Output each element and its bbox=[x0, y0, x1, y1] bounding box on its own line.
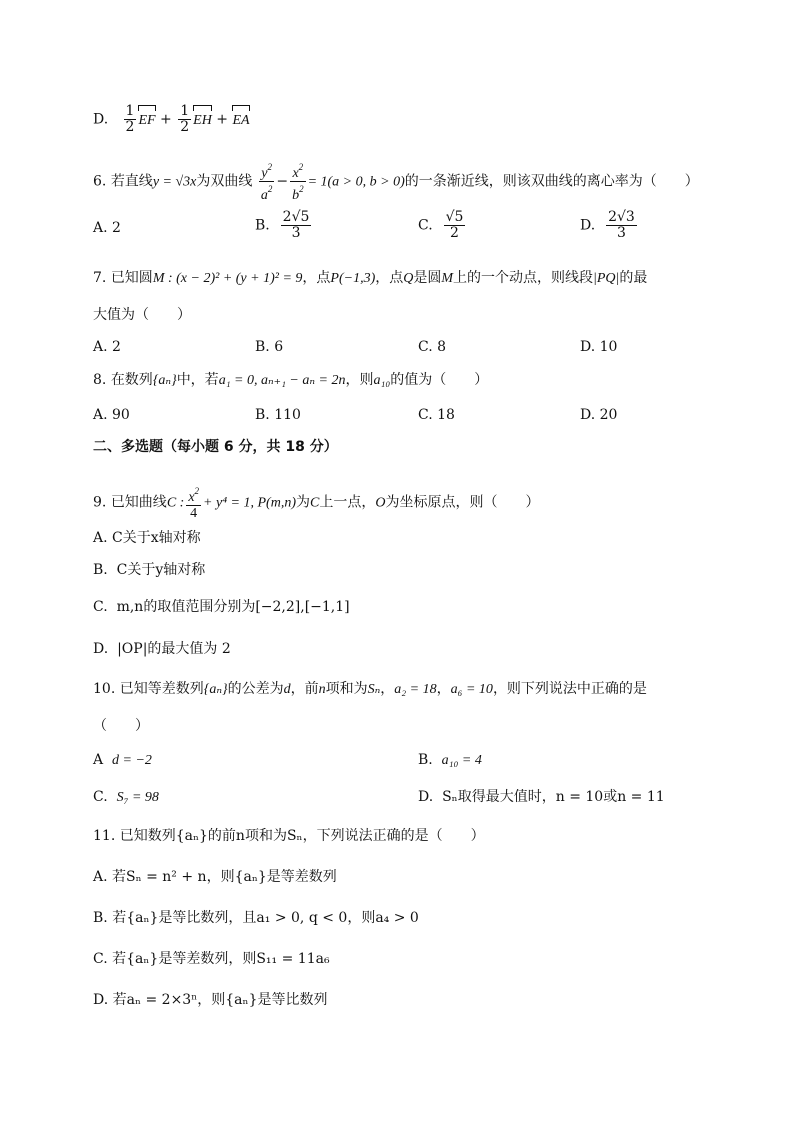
q8-option-a: A. 90 bbox=[93, 407, 130, 423]
question-11: 11. 已知数列{aₙ}的前n项和为Sₙ，下列说法正确的是（ ） bbox=[93, 828, 485, 844]
q10-option-d: D. Sₙ取得最大值时，n = 10或n = 11 bbox=[418, 789, 665, 805]
circle-equation: M : (x − 2)² + (y + 1)² = 9 bbox=[152, 271, 303, 286]
vector-eh: EH bbox=[193, 111, 212, 131]
vector-ea: EA bbox=[232, 111, 249, 131]
q9-option-d: D. |OP|的最大值为 2 bbox=[93, 641, 231, 657]
q5-option-d: D. $\frac{1}{2}$ EF + $\frac{1}{2}$ EH + EA bbox=[93, 103, 250, 135]
question-10-line2: （ ） bbox=[93, 718, 149, 734]
fraction-y2-a2: $\frac{y^2}{a^2}$ bbox=[260, 162, 273, 203]
q9-option-a: A. C关于x轴对称 bbox=[93, 530, 201, 546]
question-8: 8. 在数列{aₙ}中，若a₁ = 0, aₙ₊₁ − aₙ = 2n，则a₁₀的值为（ ） bbox=[93, 372, 489, 388]
q7-option-a: A. 2 bbox=[93, 339, 121, 355]
q10-option-a: A d = −2 bbox=[93, 752, 152, 768]
q9-option-b: B. C关于y轴对称 bbox=[93, 562, 206, 578]
q8-option-b: B. 110 bbox=[255, 407, 301, 423]
fraction-x2-b2: $\frac{x^2}{b^2}$ bbox=[292, 162, 304, 203]
fraction-half: $\frac{1}{2}$ bbox=[180, 103, 190, 135]
q7-option-d: D. 10 bbox=[580, 339, 618, 355]
fraction-x2-4: $\frac{x^2}{4}$ bbox=[188, 486, 200, 521]
hyperbola-condition: = 1(a > 0, b > 0) bbox=[307, 174, 405, 190]
q9-option-c: C. m,n的取值范围分别为[−2,2],[−1,1] bbox=[93, 599, 350, 615]
question-10: 10. 已知等差数列{aₙ}的公差为d，前n项和为Sₙ，a₂ = 18，a₆ = 10，则下列说法中正确的是 bbox=[93, 681, 647, 697]
vector-ef: EF bbox=[138, 111, 155, 131]
question-6: 6. 若直线y = √3x为双曲线 $\frac{y^2}{a^2}$ − $\frac{x^2}{b^2}$ = 1(a > 0, b > 0)的一条渐近线，则该双曲线的离心率为（ ） bbox=[93, 162, 699, 203]
line-equation: y = √3x bbox=[152, 174, 197, 190]
q7-option-b: B. 6 bbox=[255, 339, 284, 355]
q8-option-c: C. 18 bbox=[418, 407, 455, 423]
q11-option-c: C. 若{aₙ}是等差数列，则S₁₁ = 11a₆ bbox=[93, 951, 330, 967]
q11-option-b: B. 若{aₙ}是等比数列，且a₁ > 0, q < 0，则a₄ > 0 bbox=[93, 910, 419, 926]
question-7: 7. 已知圆M : (x − 2)² + (y + 1)² = 9，点P(−1,3)，点Q是圆M上的一个动点，则线段|PQ|的最 bbox=[93, 270, 648, 286]
q6-option-d: D. $\frac{2√3}{3}$ bbox=[580, 209, 635, 241]
q11-option-d: D. 若aₙ = 2×3ⁿ，则{aₙ}是等比数列 bbox=[93, 992, 328, 1008]
q6-option-b: B. $\frac{2√5}{3}$ bbox=[255, 209, 310, 241]
q10-option-c: C. S₇ = 98 bbox=[93, 789, 159, 805]
q10-option-b: B. a₁₀ = 4 bbox=[418, 752, 482, 768]
fraction-half: $\frac{1}{2}$ bbox=[125, 103, 135, 135]
section-heading: 二、多选题（每小题 6 分，共 18 分） bbox=[93, 439, 338, 455]
q8-option-d: D. 20 bbox=[580, 407, 618, 423]
question-7-line2: 大值为（ ） bbox=[93, 307, 191, 323]
q6-option-c: C. $\frac{√5}{2}$ bbox=[418, 209, 464, 241]
question-9: 9. 已知曲线C : $\frac{x^2}{4}$ + y⁴ = 1, P(m,n)为C上一点，O为坐标原点，则（ ） bbox=[93, 486, 540, 521]
recurrence: a₁ = 0, aₙ₊₁ − aₙ = 2n bbox=[218, 373, 346, 388]
q7-option-c: C. 8 bbox=[418, 339, 447, 355]
q11-option-a: A. 若Sₙ = n² + n，则{aₙ}是等差数列 bbox=[93, 869, 337, 885]
q6-option-a: A. 2 bbox=[93, 220, 121, 236]
option-letter: D. bbox=[93, 111, 109, 128]
